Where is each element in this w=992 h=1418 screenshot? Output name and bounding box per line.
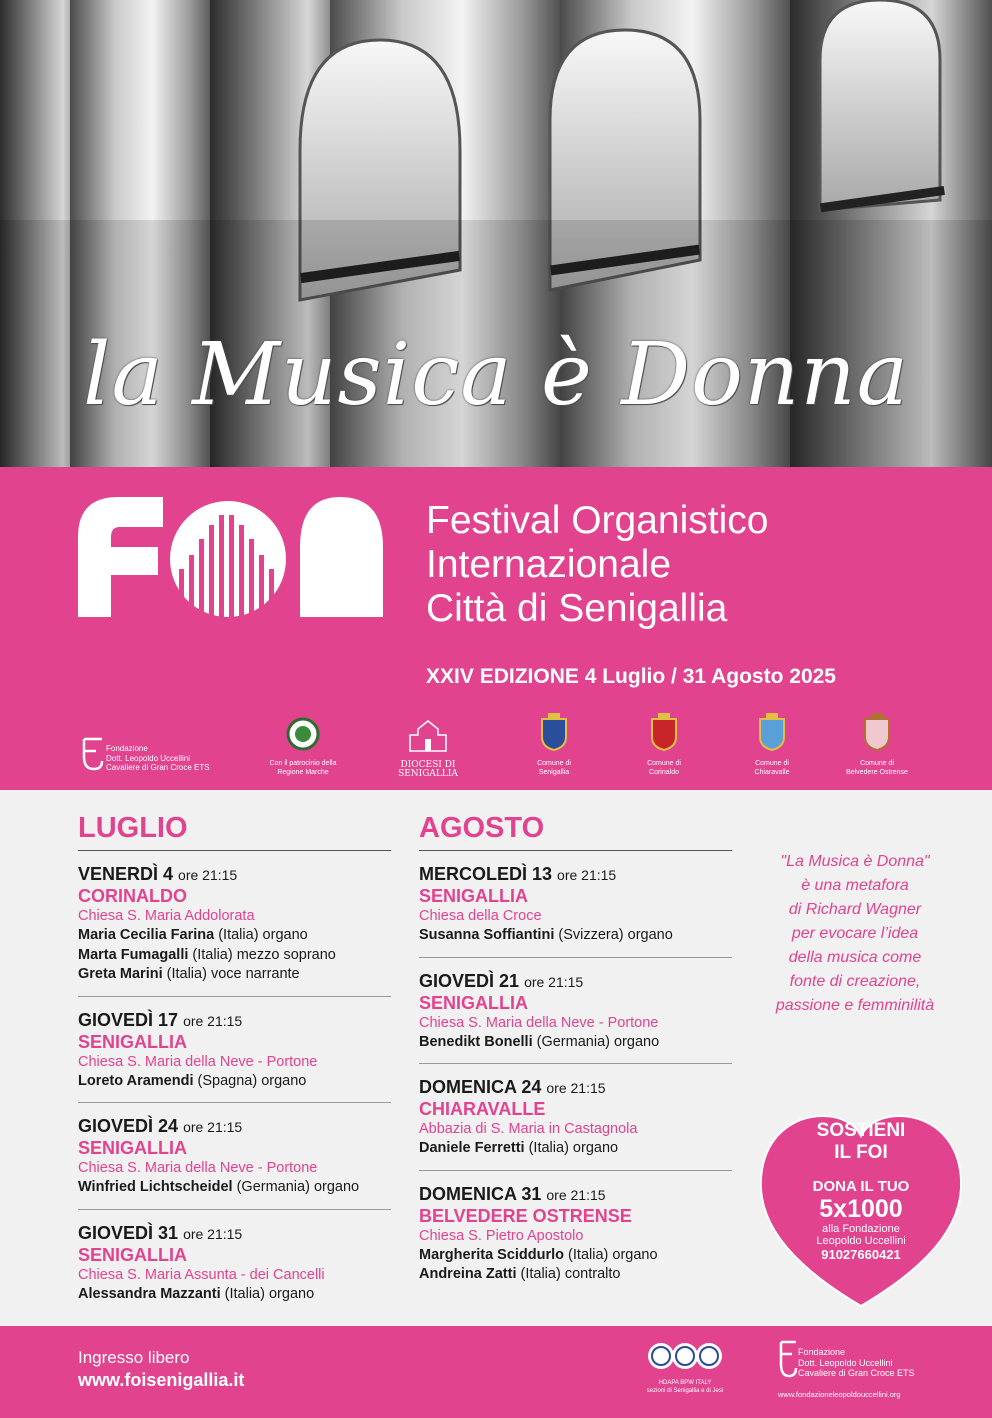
event-performer [419, 1033, 732, 1053]
belvedere-line-1: Comune di [860, 760, 894, 767]
quote-line: "La Musica è Donna" [780, 853, 930, 870]
event-date: VENERDÌ 4 [78, 864, 174, 884]
event-performer [419, 926, 732, 946]
footer-fondazione-line-3: Cavaliere di Gran Croce ETS [798, 1368, 915, 1378]
event-city: CORINALDO [78, 886, 187, 906]
event-performer [78, 946, 391, 966]
luglio-event [78, 997, 391, 1104]
diocesi-line-1: DIOCESI DI [400, 760, 456, 770]
event-performer [78, 1285, 391, 1305]
performer-detail: (Spagna) organo [193, 1072, 307, 1089]
chiaravalle-line-2: Chiaravalle [754, 769, 790, 776]
event-performer [419, 1265, 732, 1285]
event-day [78, 1010, 391, 1031]
donate-line-3: DONA IL TUO [812, 1178, 910, 1195]
donate-5x1000: 5x1000 [819, 1195, 903, 1223]
performer-detail: (Italia) organo [220, 1285, 315, 1302]
regione-marche-seal-icon [286, 717, 320, 751]
event-day [419, 864, 732, 885]
donate-line-5: alla Fondazione [822, 1223, 900, 1235]
chiaravalle-line-1: Comune di [755, 760, 789, 767]
senigallia-crest-icon [540, 713, 568, 751]
diocesi-church-icon [404, 719, 452, 753]
performer-name: Daniele Ferretti [419, 1140, 525, 1156]
event-performer [78, 965, 391, 985]
sponsor-comune-chiaravalle [736, 713, 808, 777]
sponsor-comune-corinaldo [628, 713, 700, 777]
donate-line-2: IL FOI [834, 1142, 888, 1163]
regione-line-2: Regione Marche [277, 769, 329, 776]
corinaldo-line-2: Corinaldo [649, 769, 679, 776]
hero-photo [0, 0, 992, 467]
footer-fondazione-line-2: Dott. Leopoldo Uccellini [798, 1357, 893, 1368]
fondazione-line-2: Dott. Leopoldo Uccellini [106, 753, 191, 763]
event-day [78, 864, 391, 885]
luglio-column [78, 812, 391, 1315]
agosto-event [419, 1171, 732, 1296]
agosto-event [419, 851, 732, 958]
festival-title [426, 499, 768, 631]
event-venue: Chiesa S. Maria Assunta - dei Cancelli [78, 1266, 325, 1283]
performer-name: Winfried Lichtscheidel [78, 1179, 233, 1195]
fondazione-line-3: Cavaliere di Gran Croce ETS [106, 763, 210, 772]
event-day [419, 1184, 732, 1205]
hdapa-globes-icon [645, 1340, 725, 1374]
event-time: ore 21:15 [557, 867, 617, 883]
website-link[interactable]: www.foisenigallia.it [78, 1370, 245, 1390]
festival-title-line-2: Internazionale [426, 543, 672, 586]
event-city: SENIGALLIA [78, 1244, 188, 1265]
festival-title-line-1: Festival Organistico [426, 499, 769, 542]
performer-detail: (Italia) organo [564, 1246, 658, 1263]
donate-line-1: SOSTIENI [816, 1120, 906, 1141]
event-date: GIOVEDÌ 17 [78, 1009, 179, 1030]
hdapa-name: HDAPA BPW ITALY [658, 1380, 712, 1386]
event-day [78, 1116, 391, 1137]
event-city: BELVEDERE OSTRENSE [419, 1205, 632, 1226]
quote-line: per evocare l’idea [791, 925, 919, 942]
luglio-event [78, 851, 391, 997]
luglio-event [78, 1210, 391, 1316]
event-venue: Chiesa della Croce [419, 908, 542, 924]
senigallia-line-2: Senigallia [538, 769, 570, 776]
belvedere-crest-icon [863, 713, 891, 751]
luglio-events [78, 851, 391, 1315]
performer-name: Benedikt Bonelli [419, 1033, 533, 1050]
corinaldo-crest-icon [650, 713, 678, 751]
sponsor-regione [258, 717, 348, 777]
corinaldo-line-1: Comune di [647, 760, 681, 767]
performer-name: Maria Cecilia Farina [78, 927, 215, 943]
event-venue: Chiesa S. Maria della Neve - Portone [419, 1014, 659, 1031]
fondazione-logo-icon [778, 1338, 798, 1384]
sponsor-comune-senigallia [518, 713, 590, 777]
festival-band [0, 467, 992, 790]
agosto-column [419, 812, 732, 1296]
performer-detail: (Germania) organo [232, 1179, 360, 1195]
diocesi-line-2: SENIGALLIA [398, 769, 458, 779]
sponsor-comune-belvedere [832, 713, 922, 777]
footer-fondazione-line-1: Fondazione [798, 1347, 846, 1357]
foi-logo-icon [78, 497, 383, 617]
agosto-event [419, 1064, 732, 1171]
event-performer [419, 1246, 732, 1266]
event-time: ore 21:15 [546, 1080, 606, 1096]
event-venue: Chiesa S. Pietro Apostolo [419, 1227, 584, 1244]
sponsor-diocesi [382, 719, 474, 779]
event-time: ore 21:15 [183, 1225, 243, 1242]
regione-line-1: Con il patrocinio della [269, 760, 337, 767]
month-luglio: LUGLIO [78, 812, 188, 844]
event-day [78, 1223, 391, 1244]
event-venue: Chiesa S. Maria Addolorata [78, 908, 255, 924]
event-day [419, 971, 732, 992]
event-venue: Chiesa S. Maria della Neve - Portone [78, 1053, 318, 1070]
performer-detail: (Italia) contralto [516, 1266, 621, 1282]
performer-detail: (Svizzera) organo [554, 927, 673, 943]
event-venue: Abbazia di S. Maria in Castagnola [419, 1121, 638, 1137]
event-city: CHIARAVALLE [419, 1099, 546, 1119]
event-performer [78, 1178, 391, 1198]
donate-code: 91027660421 [821, 1247, 901, 1262]
event-date: GIOVEDÌ 24 [78, 1116, 179, 1136]
performer-name: Margherita Sciddurlo [419, 1246, 565, 1263]
event-date: MERCOLEDÌ 13 [419, 864, 553, 884]
performer-name: Alessandra Mazzanti [78, 1285, 221, 1302]
ingresso-libero: Ingresso libero [78, 1348, 190, 1367]
month-agosto: AGOSTO [419, 812, 545, 844]
event-city: SENIGALLIA [78, 1138, 188, 1158]
quote-line: della musica come [788, 949, 922, 966]
agosto-events [419, 851, 732, 1296]
donate-line-6: Leopoldo Uccellini [816, 1235, 906, 1247]
performer-name: Greta Marini [78, 966, 163, 982]
quote-line: passione e femminilità [775, 997, 935, 1014]
event-venue: Chiesa S. Maria della Neve - Portone [78, 1160, 318, 1176]
donate-box[interactable] [757, 1120, 965, 1263]
event-date: DOMENICA 31 [419, 1183, 542, 1204]
chiaravalle-crest-icon [758, 713, 786, 751]
event-date: GIOVEDÌ 31 [78, 1222, 179, 1243]
event-date: GIOVEDÌ 21 [419, 970, 520, 991]
event-time: ore 21:15 [178, 867, 238, 883]
quote-line: è una metafora [801, 877, 909, 894]
quote-line: di Richard Wagner [788, 901, 922, 918]
belvedere-line-2: Belvedere Ostrense [846, 769, 908, 776]
senigallia-line-1: Comune di [537, 760, 571, 767]
quote-line: fonte di creazione, [789, 973, 921, 990]
performer-name: Susanna Soffiantini [419, 927, 555, 943]
event-performer [419, 1139, 732, 1159]
hdapa-logo [635, 1340, 735, 1395]
hdapa-sub: sezioni di Senigallia e di Jesi [646, 1388, 724, 1394]
event-performer [78, 1072, 391, 1092]
event-time: ore 21:15 [183, 1119, 243, 1135]
performer-detail: (Italia) organo [214, 927, 308, 943]
event-city: SENIGALLIA [78, 1031, 188, 1052]
footer-info [78, 1346, 244, 1392]
event-time: ore 21:15 [524, 973, 584, 990]
footer [0, 1326, 992, 1418]
performer-detail: (Germania) organo [532, 1033, 660, 1050]
event-time: ore 21:15 [546, 1186, 606, 1203]
luglio-event [78, 1103, 391, 1210]
edition-dates: XXIV EDIZIONE 4 Luglio / 31 Agosto 2025 [426, 665, 836, 688]
event-city: SENIGALLIA [419, 886, 529, 906]
performer-detail: (Italia) mezzo soprano [188, 946, 336, 963]
event-time: ore 21:15 [183, 1012, 243, 1029]
event-day [419, 1077, 732, 1098]
performer-name: Marta Fumagalli [78, 946, 189, 963]
agosto-event [419, 958, 732, 1065]
hero-title: la Musica è Donna [83, 325, 909, 425]
performer-name: Loreto Aramendi [78, 1072, 194, 1089]
performer-name: Andreina Zatti [419, 1266, 517, 1282]
fondazione-url[interactable]: www.fondazioneleopoldouccellini.org [778, 1390, 901, 1399]
event-city: SENIGALLIA [419, 992, 529, 1013]
fondazione-logo-icon [80, 735, 104, 777]
event-date: DOMENICA 24 [419, 1077, 542, 1097]
performer-detail: (Italia) voce narrante [162, 966, 300, 982]
performer-detail: (Italia) organo [524, 1140, 619, 1156]
wagner-quote [745, 850, 965, 1018]
fondazione-line-1: Fondazione [106, 744, 148, 753]
festival-title-line-3: Città di Senigallia [426, 587, 728, 630]
event-performer [78, 926, 391, 946]
